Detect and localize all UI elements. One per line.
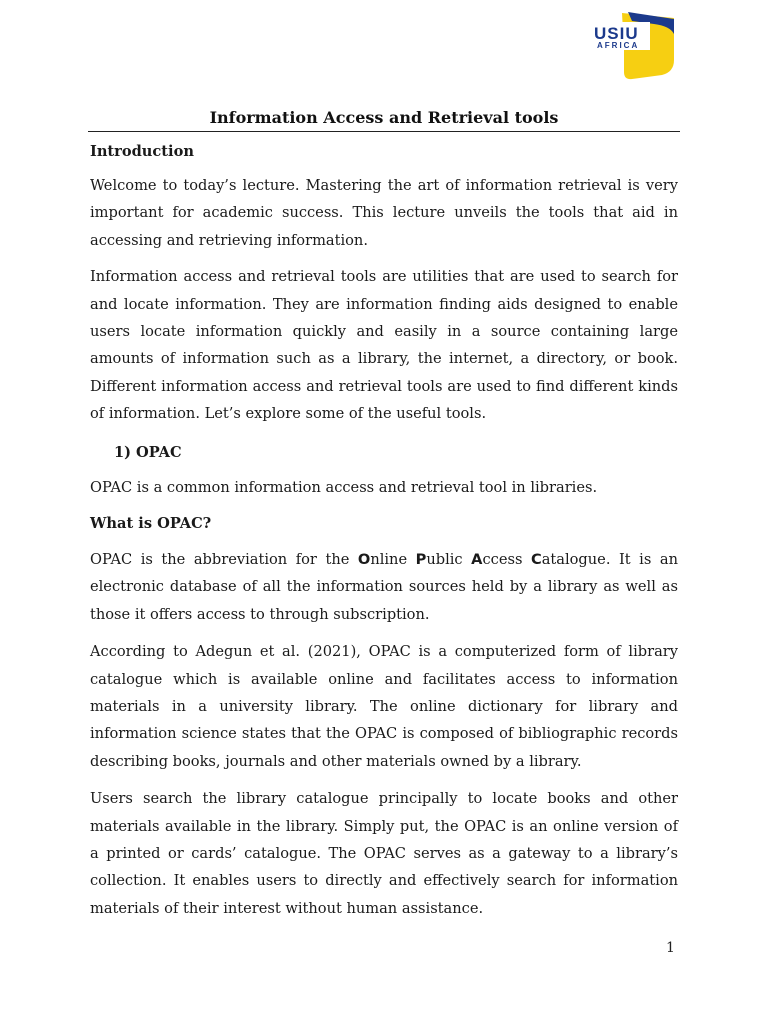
logo-text-usiu: USIU [594,24,639,43]
intro-paragraph-1: Welcome to today’s lecture. Mastering the art of information retrieval is very important for academic success. This lecture unveils the tools that aid in accessing and retrieving information. [90,177,678,249]
page-title: Information Access and Retrieval tools [209,108,559,127]
opac-definition-paragraph [90,546,678,628]
acronym-letter-c: C [530,550,542,568]
intro-heading: Introduction [90,143,194,160]
opac-paragraph-3: According to Adegun et al. (2021), OPAC is a computerized form of library catalogue which is available online and facilitates access to information materials in a university library. The online dictionary for library and information science states that the OPAC is composed of bibliographic records describing books, journals and other materials owned by a library. [90,643,678,770]
section-number: 1) [114,443,132,461]
section-heading-opac [90,439,678,466]
logo-text-africa: AFRICA [597,41,640,50]
logo-graphic [592,12,676,80]
what-is-opac-heading: What is OPAC? [90,515,212,533]
section-title: OPAC [136,443,182,461]
document-body [90,140,678,922]
acronym-rest-p: ublic [426,550,472,568]
usiu-africa-logo [592,12,676,80]
acronym-rest-a: ccess [482,550,531,568]
acronym-rest-o: nline [370,550,416,568]
opac-paragraph-1: OPAC is a common information access and retrieval tool in libraries. [90,479,598,497]
page-number: 1 [666,940,675,956]
opac-paragraph-4: Users search the library catalogue principally to locate books and other materials available in the library. Simply put, the OPAC is an online version of a printed or cards’ catalogue. The OPAC serves as a gateway to a library’s collection. It enables users to directly and effectively search for information materials of their interest without human assistance. [90,790,678,917]
acronym-letter-a: A [471,550,483,568]
intro-paragraph-2: Information access and retrieval tools are utilities that are used to search for and locate information. They are information finding aids designed to enable users locate information quickly and easily in a source containing large amounts of information such as a library, the internet, a directory, or book. Different information access and retrieval tools are used to find different kinds of information. Let’s explore some of the useful tools. [90,268,678,423]
title-underline [88,131,680,132]
acronym-letter-p: P [415,550,427,568]
opac-def-suffix: . It is an electronic database of all the information sources held by a library as well as those it offers access to through subscription. [90,550,678,623]
opac-def-prefix: OPAC is the abbreviation for the [90,550,358,568]
acronym-rest-c: atalogue [541,550,606,568]
acronym-letter-o: O [357,550,371,568]
